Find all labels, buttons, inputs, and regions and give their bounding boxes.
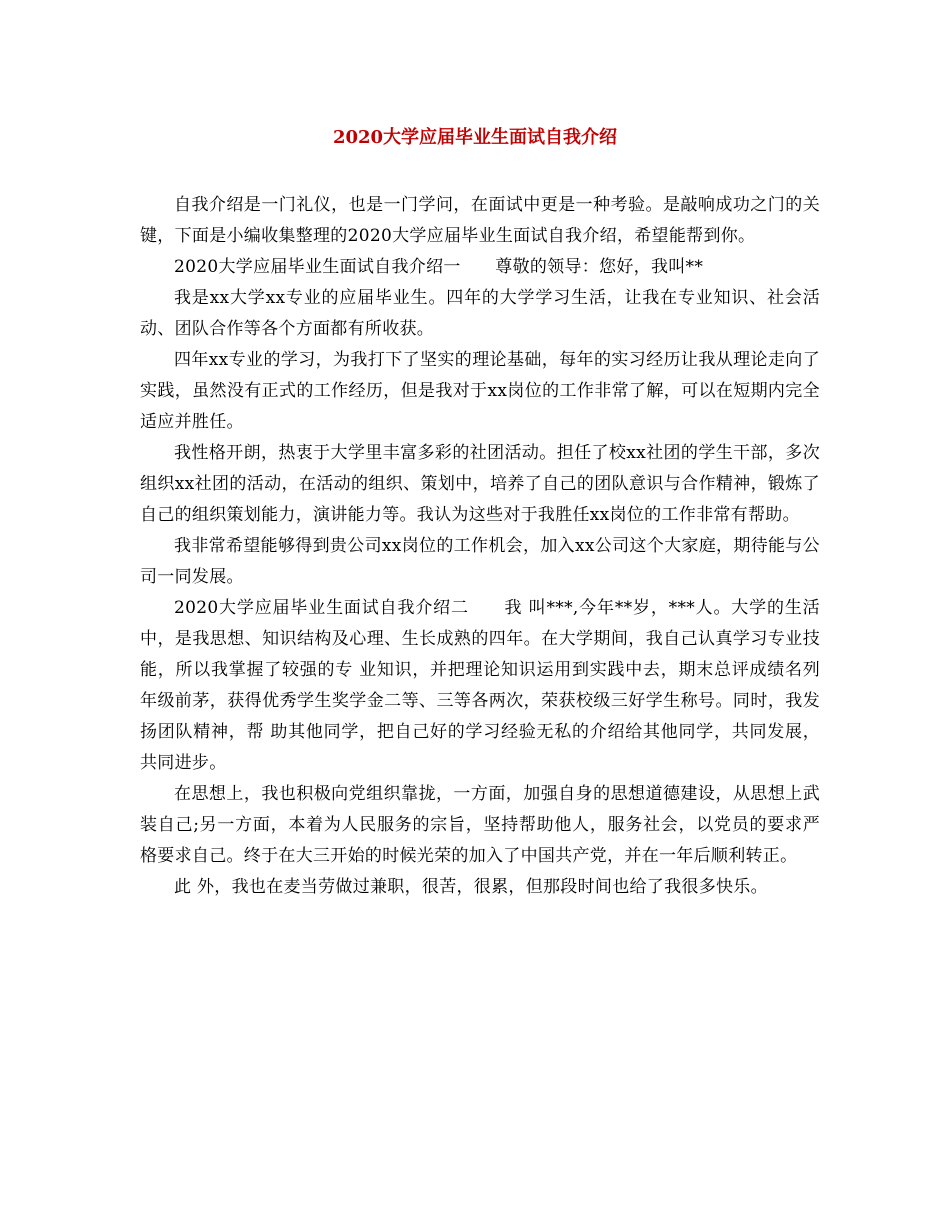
paragraph: 四年xx专业的学习，为我打下了坚实的理论基础，每年的实习经历让我从理论走向了实践，虽然没有正式的工作经历，但是我对于xx岗位的工作非常了解，可以在短期内完全适应并胜任。 (140, 350, 820, 432)
paragraph-intro: 自我介绍是一门礼仪，也是一门学问，在面试中更是一种考验。是敲响成功之门的关键，下面是小编收集整理的2020大学应届毕业生面试自我介绍，希望能帮到你。 (140, 195, 820, 246)
paragraph: 我性格开朗，热衷于大学里丰富多彩的社团活动。担任了校xx社团的学生干部，多次组织xx社团的活动，在活动的组织、策划中，培养了自己的团队意识与合作精神，锻炼了自己的组织策划能力，演讲能力等。我认为这些对于我胜任xx岗位的工作非常有帮助。 (140, 443, 820, 525)
paragraph: 在思想上，我也积极向党组织靠拢，一方面，加强自身的思想道德建设，从思想上武装自己;另一方面，本着为人民服务的宗旨，坚持帮助他人，服务社会，以党员的要求严格要求自己。终于在大三开始的时候光荣的加入了中国共产党，并在一年后顺利转正。 (140, 784, 820, 866)
document-title: 2020大学应届毕业生面试自我介绍 (332, 127, 618, 148)
paragraph: 我非常希望能够得到贵公司xx岗位的工作机会，加入xx公司这个大家庭，期待能与公司一同发展。 (140, 536, 820, 587)
paragraph-section-two: 2020大学应届毕业生面试自我介绍二 我 叫***,今年**岁，***人。大学的生活中，是我思想、知识结构及心理、生长成熟的四年。在大学期间，我自己认真学习专业技能，所以我掌握了较强的专 业知识，并把理论知识运用到实践中去，期末总评成绩名列年级前茅，获得优秀学生奖学金二等、三等各两次，荣获校级三好学生称号。同时，我发扬团队精神，帮 助其他同学，把自己好的学习经验无私的介绍给其他同学，共同发展，共同进步。 (140, 598, 820, 773)
paragraph: 我是xx大学xx专业的应届毕业生。四年的大学学习生活，让我在专业知识、社会活动、团队合作等各个方面都有所收获。 (140, 288, 820, 339)
paragraph-section-one-heading: 2020大学应届毕业生面试自我介绍一 尊敬的领导：您好，我叫** (174, 257, 704, 277)
document-body (140, 190, 820, 903)
paragraph: 此 外，我也在麦当劳做过兼职，很苦，很累，但那段时间也给了我很多快乐。 (174, 877, 768, 897)
